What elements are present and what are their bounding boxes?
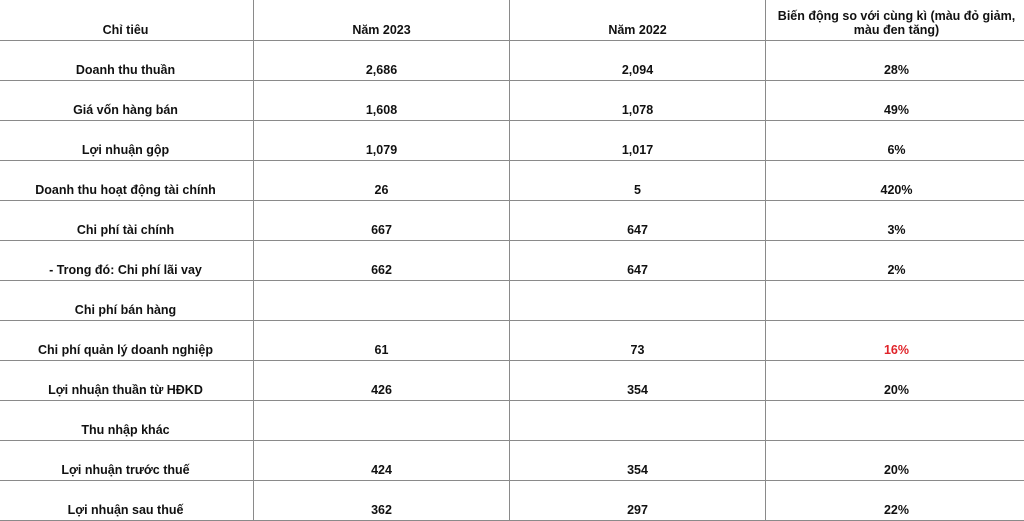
value-2022: 1,078	[510, 81, 766, 121]
table-row	[0, 281, 1024, 321]
change-percent: 3%	[766, 201, 1024, 241]
table-row	[0, 321, 1024, 361]
value-2023	[254, 401, 510, 441]
value-2023: 662	[254, 241, 510, 281]
change-percent: 20%	[766, 441, 1024, 481]
table-row	[0, 361, 1024, 401]
table-row	[0, 241, 1024, 281]
value-2022	[510, 401, 766, 441]
value-2022: 354	[510, 441, 766, 481]
value-2022: 647	[510, 201, 766, 241]
value-2023: 426	[254, 361, 510, 401]
header-indicator: Chỉ tiêu	[0, 0, 254, 41]
value-2023: 667	[254, 201, 510, 241]
value-2022: 647	[510, 241, 766, 281]
header-year-2023: Năm 2023	[254, 0, 510, 41]
change-percent: 28%	[766, 41, 1024, 81]
table-row	[0, 401, 1024, 441]
row-label: Lợi nhuận gộp	[0, 121, 254, 161]
table-row	[0, 161, 1024, 201]
value-2023: 1,608	[254, 81, 510, 121]
value-2023: 362	[254, 481, 510, 521]
table-body	[0, 41, 1024, 521]
value-2023: 26	[254, 161, 510, 201]
change-percent: 16%	[766, 321, 1024, 361]
value-2023	[254, 281, 510, 321]
row-label: Chi phí quản lý doanh nghiệp	[0, 321, 254, 361]
value-2023: 1,079	[254, 121, 510, 161]
table-row	[0, 41, 1024, 81]
value-2023: 424	[254, 441, 510, 481]
header-year-2022: Năm 2022	[510, 0, 766, 41]
value-2023: 61	[254, 321, 510, 361]
value-2022: 73	[510, 321, 766, 361]
change-percent	[766, 401, 1024, 441]
row-label: Doanh thu hoạt động tài chính	[0, 161, 254, 201]
header-change: Biến động so với cùng kì (màu đỏ giảm, màu đen tăng)	[766, 0, 1024, 41]
value-2022: 5	[510, 161, 766, 201]
table-row	[0, 121, 1024, 161]
row-label: Doanh thu thuần	[0, 41, 254, 81]
header-row	[0, 0, 1024, 41]
table-row	[0, 201, 1024, 241]
row-label: Lợi nhuận trước thuế	[0, 441, 254, 481]
change-percent	[766, 281, 1024, 321]
value-2022	[510, 281, 766, 321]
change-percent: 22%	[766, 481, 1024, 521]
change-percent: 2%	[766, 241, 1024, 281]
change-percent: 420%	[766, 161, 1024, 201]
table-row	[0, 441, 1024, 481]
table-row	[0, 81, 1024, 121]
row-label: Chi phí tài chính	[0, 201, 254, 241]
row-label: Lợi nhuận sau thuế	[0, 481, 254, 521]
change-percent: 6%	[766, 121, 1024, 161]
row-label: Thu nhập khác	[0, 401, 254, 441]
row-label: - Trong đó: Chi phí lãi vay	[0, 241, 254, 281]
change-percent: 49%	[766, 81, 1024, 121]
value-2023: 2,686	[254, 41, 510, 81]
value-2022: 297	[510, 481, 766, 521]
row-label: Giá vốn hàng bán	[0, 81, 254, 121]
value-2022: 1,017	[510, 121, 766, 161]
table-row	[0, 481, 1024, 521]
value-2022: 2,094	[510, 41, 766, 81]
row-label: Lợi nhuận thuần từ HĐKD	[0, 361, 254, 401]
value-2022: 354	[510, 361, 766, 401]
row-label: Chi phí bán hàng	[0, 281, 254, 321]
change-percent: 20%	[766, 361, 1024, 401]
